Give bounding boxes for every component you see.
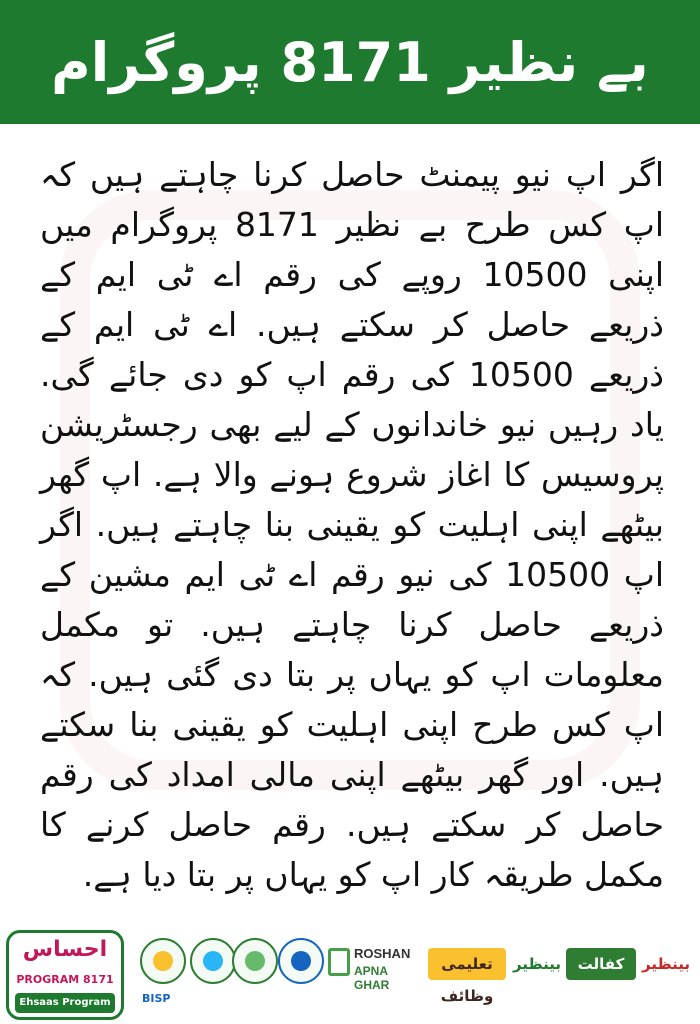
article-body — [40, 150, 664, 920]
bisp-emblem-icon — [140, 938, 186, 984]
article-paragraph: اگر اپ نیو پیمنٹ حاصل کرنا چاہتے ہیں کہ اپ کس طرح بے نظیر 8171 پروگرام میں اپنی 10500 روپے کی رقم اے ٹی ایم کے ذریعے حاصل کر سکتے ہیں. اے ٹی ایم کے ذریعے 10500 کی رقم اپ کو دی جائے گی. یاد رہیں نیو خاندانوں کے لیے بھی رجسٹریشن پروسیس کا اغاز شروع ہونے والا ہے. اپ گھر بیٹھے اپنی اہلیت کو یقینی بنا چاہتے ہیں. اگر اپ 10500 کی نیو رقم اے ٹی ایم مشین کے ذریعے حاصل کرنا چاہتے ہیں. تو مکمل معلومات اپ کو یہاں پر بتا دی گئی ہیں. کہ اپ کس طرح اپنی اہلیت کو یقینی بنا سکتے ہیں. اور گھر بیٹھے اپنی مالی امداد کی رقم حاصل کر سکتے ہیں. رقم حاصل کرنے کا مکمل طریقہ کار اپ کو یہاں پر بتا دیا ہے. — [40, 155, 665, 894]
benazir-taleemi-label: بینظیر — [513, 955, 561, 973]
apna-ghar-text: APNA GHAR — [354, 964, 390, 992]
bisp-label: BISP — [142, 992, 171, 1005]
page-title: بے نظیر 8171 پروگرام — [51, 30, 649, 94]
title-banner — [0, 0, 700, 124]
benazir-kafaalat-label: بینظیر — [642, 955, 690, 973]
taleemi-wazaif-badge: تعلیمی وظائف — [428, 948, 506, 980]
ehsaas-logo-band: Ehsaas Program — [15, 993, 115, 1013]
nashonuma-emblem-icon — [232, 938, 278, 984]
house-icon — [328, 948, 350, 976]
roshan-text: ROSHAN — [354, 946, 411, 961]
health-emblem-icon — [190, 938, 236, 984]
ehsaas-logo — [6, 930, 124, 1020]
roshan-apna-ghar-logo — [328, 944, 424, 992]
ehsaas-logo-urdu: احساس — [22, 937, 108, 962]
kafaalat-badge: کفالت — [566, 948, 636, 980]
ehsaas-logo-program: PROGRAM 8171 — [16, 973, 114, 986]
pakistan-emblem-icon — [278, 938, 324, 984]
footer-logo-strip — [0, 930, 700, 1024]
